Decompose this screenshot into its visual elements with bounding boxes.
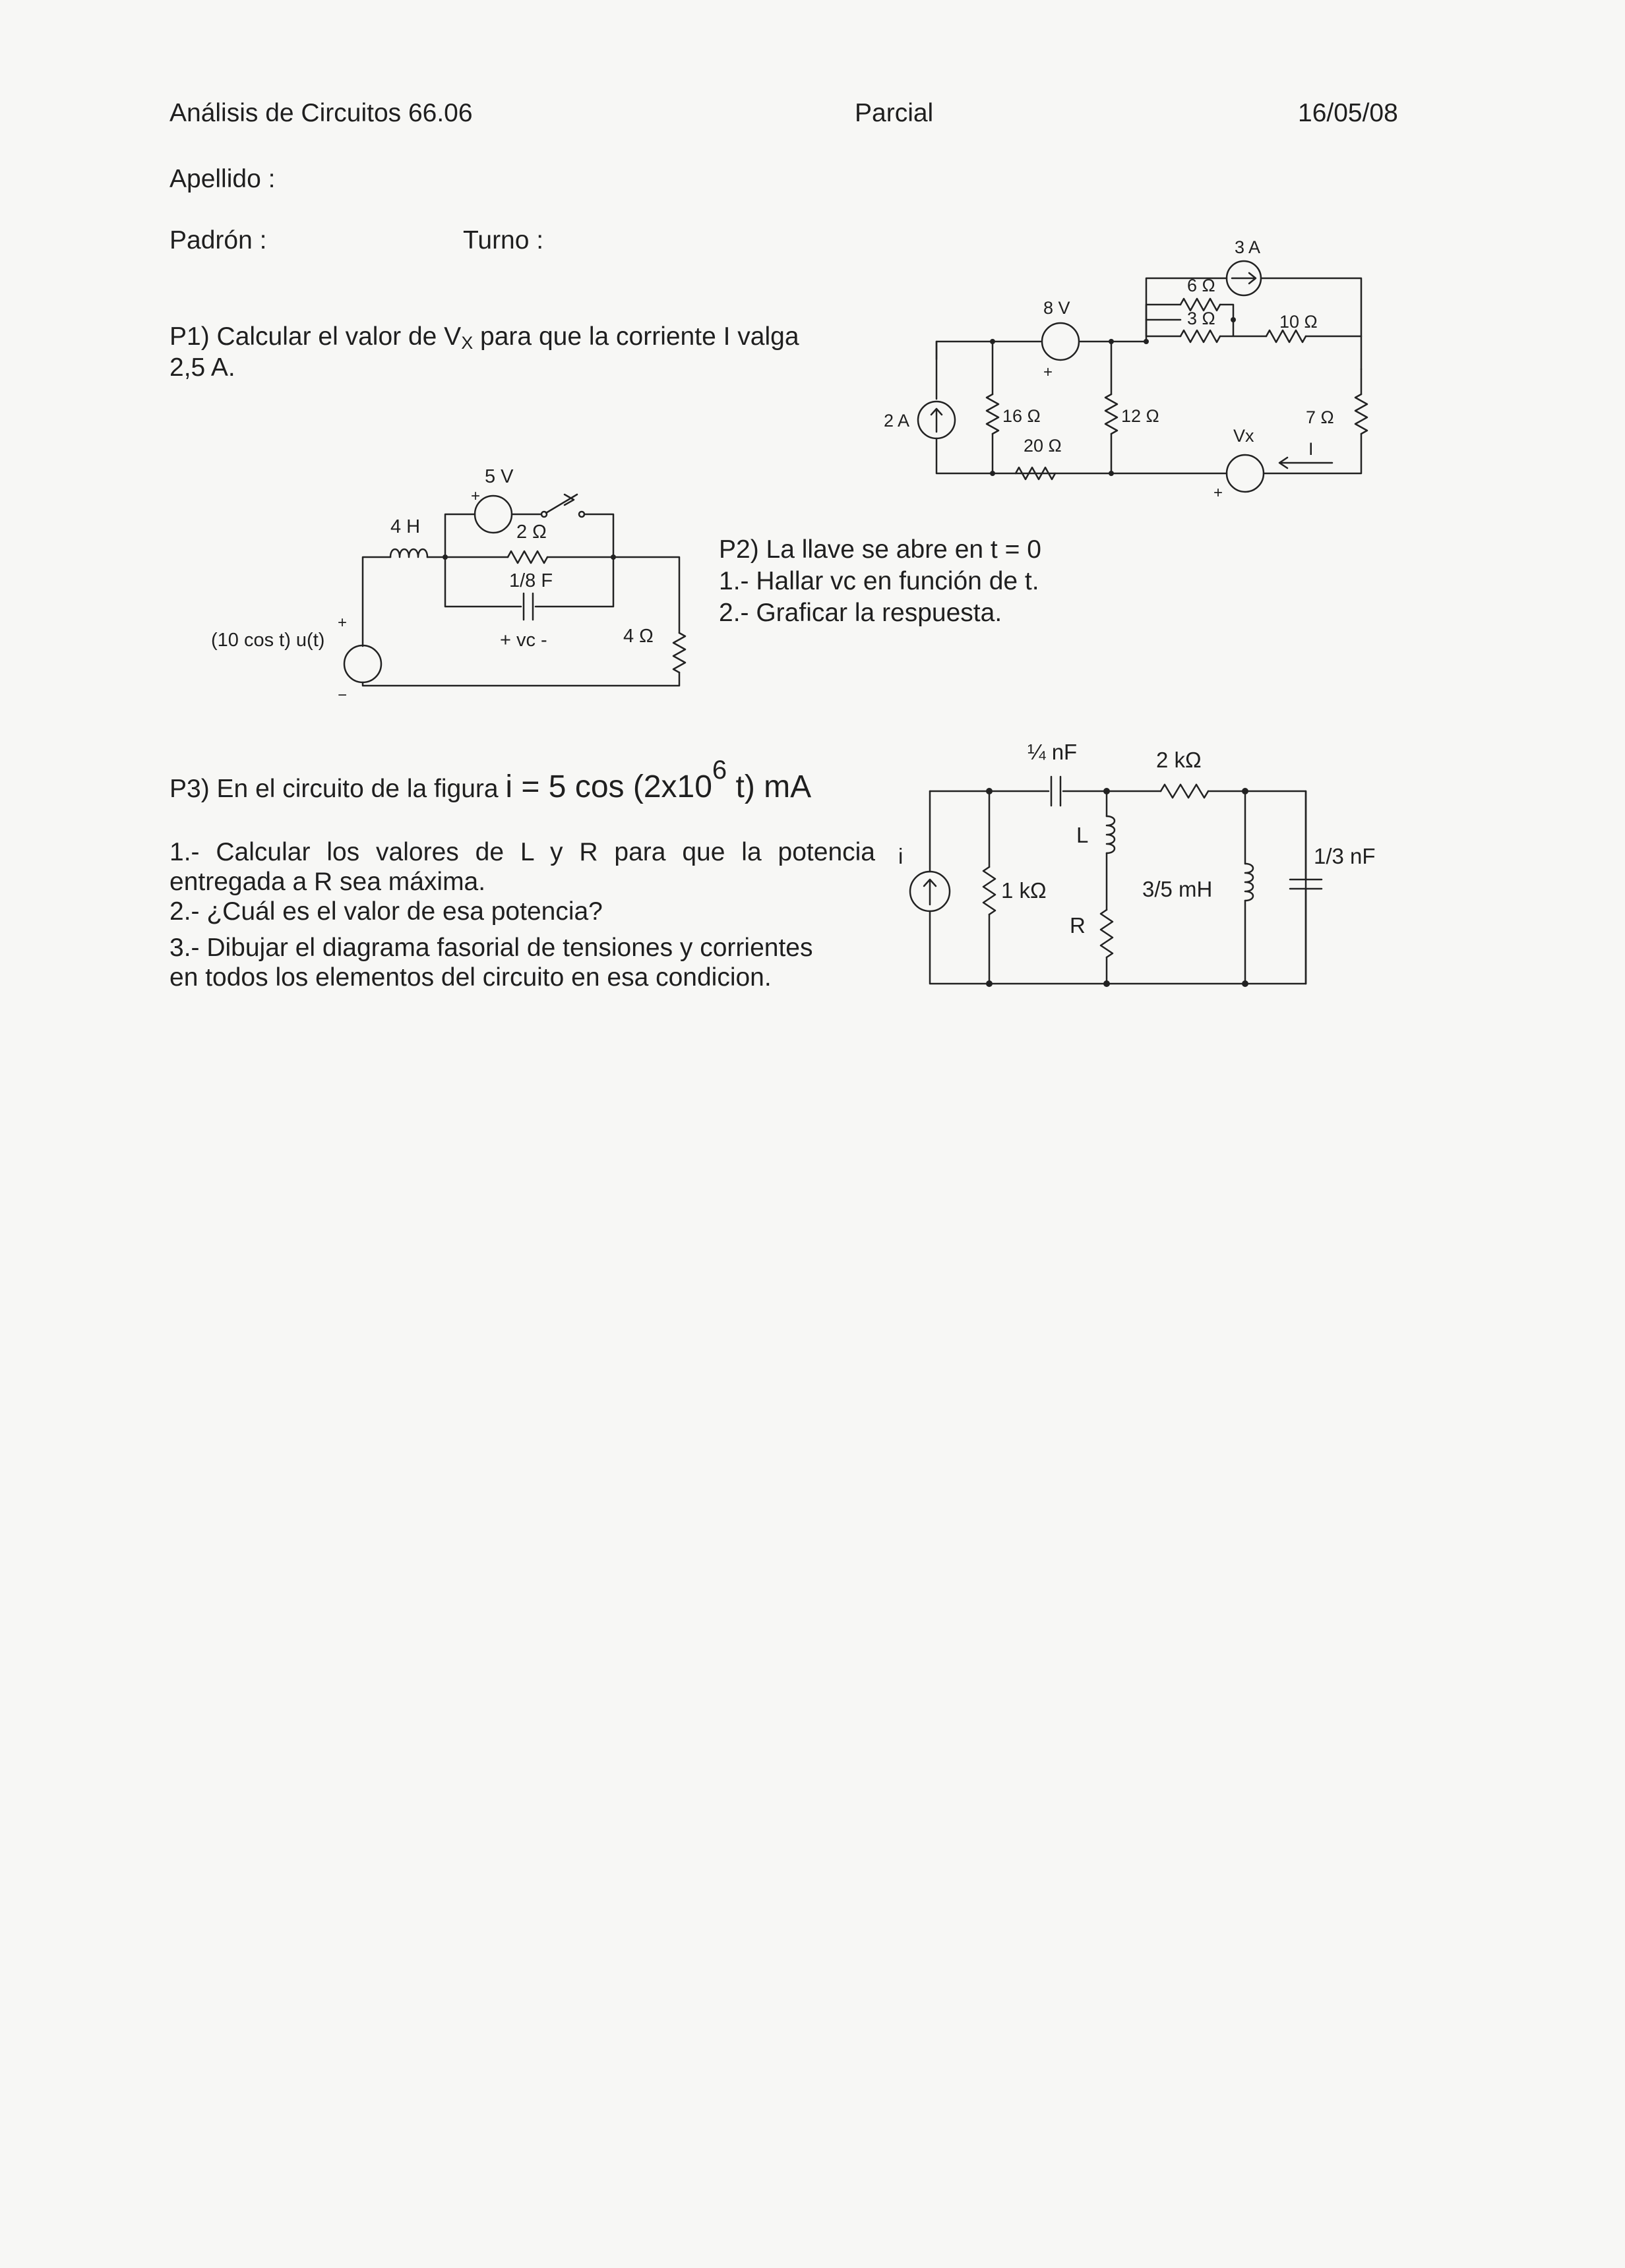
p2-label-2ohm: 2 Ω (516, 522, 547, 543)
p2-label-source: (10 cos t) u(t) (211, 630, 325, 651)
p3-exponent: 6 (712, 756, 727, 785)
p1-label-2a: 2 A (884, 411, 910, 431)
p2-source-plus: + (338, 614, 348, 632)
p2-circuit-diagram (198, 455, 719, 705)
p1-label-i: I (1308, 439, 1314, 459)
p1-source-8v-icon (1042, 323, 1079, 360)
p3-heading-prefix: P3) En el circuito de la figura (169, 775, 506, 803)
p2-inductor-4h-icon (390, 549, 427, 557)
p1-circuit-diagram (871, 231, 1332, 514)
p2-resistor-2-icon (508, 551, 547, 563)
p1-label-12ohm: 12 Ω (1121, 406, 1159, 426)
exam-date: 16/05/08 (1298, 99, 1398, 127)
p1-label-3ohm: 3 Ω (1187, 309, 1215, 328)
p2-resistor-4-icon (673, 633, 685, 672)
p1-resistor-7-icon (1355, 394, 1367, 434)
padron-label: Padrón : (169, 226, 267, 254)
p1-8v-plus: + (1043, 363, 1053, 381)
p1-current-arrow-icon (1279, 458, 1332, 468)
p1-label-8v: 8 V (1043, 298, 1070, 318)
p1-label-7ohm: 7 Ω (1306, 407, 1334, 427)
p1-statement-part-b: para que la corriente I valga (473, 322, 799, 351)
p1-resistor-16-icon (987, 394, 998, 434)
p2-source-icon (344, 645, 381, 682)
p2-5v-plus: + (471, 487, 481, 505)
p1-resistor-20-icon (1016, 467, 1055, 479)
p3-capacitor-quarter-icon (1051, 777, 1060, 806)
p3-label-l: L (1076, 823, 1089, 847)
p3-label-r: R (1070, 913, 1086, 938)
p3-label-cap-quarter: ¼ nF (1027, 740, 1078, 764)
p3-label-cap-third: 1/3 nF (1314, 844, 1376, 868)
p3-inductor-35mh-icon (1245, 864, 1253, 901)
p3-item3-line1: 3.- Dibujar el diagrama fasorial de tensiones y corrientes (169, 934, 813, 962)
p1-source-3a-icon (1227, 261, 1261, 295)
p2-label-4h: 4 H (390, 516, 421, 537)
p1-label-10ohm: 10 Ω (1279, 312, 1318, 332)
p3-item1-line2: entregada a R sea máxima. (169, 868, 486, 896)
p2-line3: 2.- Graficar la respuesta. (719, 599, 1002, 627)
p3-item1-line1: 1.- Calcular los valores de L y R para que la potencia (169, 838, 875, 866)
p3-label-2k: 2 kΩ (1156, 748, 1202, 772)
p1-label-16ohm: 16 Ω (1002, 406, 1041, 426)
p3-label-1k: 1 kΩ (1001, 878, 1047, 903)
p2-line1: P2) La llave se abre en t = 0 (719, 535, 1041, 564)
p1-resistor-10-icon (1266, 330, 1306, 342)
p1-label-6ohm: 6 Ω (1187, 276, 1215, 295)
p3-resistor-1k-icon (983, 867, 995, 914)
p3-current-equation: i = 5 cos (2x10 (505, 769, 712, 804)
p3-circuit-diagram (897, 732, 1385, 1022)
p1-statement-line1 (169, 322, 799, 353)
p1-resistor-12-icon (1105, 394, 1117, 434)
p2-line2: 1.- Hallar vc en función de t. (719, 567, 1039, 595)
p1-vx-subscript: X (461, 333, 474, 353)
p3-resistor-r-icon (1101, 910, 1113, 957)
p2-label-5v: 5 V (485, 466, 514, 487)
p3-item3-line2: en todos los elementos del circuito en esa condicion. (169, 963, 772, 992)
exam-type: Parcial (855, 99, 934, 127)
p3-inductor-l-icon (1107, 816, 1115, 853)
p3-label-35mh: 3/5 mH (1142, 877, 1213, 901)
p1-source-2a-icon (918, 402, 955, 438)
p3-heading (169, 756, 812, 804)
p2-capacitor-icon (524, 593, 533, 620)
p2-label-vc: + vc - (500, 630, 547, 651)
p1-source-vx-icon (1227, 455, 1264, 492)
p1-label-20ohm: 20 Ω (1024, 436, 1062, 456)
p2-label-4ohm: 4 Ω (623, 626, 654, 647)
p2-label-cap: 1/8 F (509, 570, 553, 591)
course-title: Análisis de Circuitos 66.06 (169, 99, 473, 127)
p1-statement-part-a: P1) Calcular el valor de V (169, 322, 462, 351)
p3-current-source-icon (910, 872, 950, 911)
turno-label: Turno : (463, 226, 544, 254)
p2-source-5v-icon (475, 496, 512, 533)
p3-label-i: i (898, 844, 904, 868)
p3-resistor-2k-icon (1161, 785, 1208, 798)
p1-label-vx: Vx (1233, 426, 1254, 446)
p2-switch-icon (541, 494, 584, 517)
p3-equation-end: t) mA (727, 769, 812, 804)
p2-source-minus: − (338, 686, 348, 704)
apellido-label: Apellido : (169, 165, 276, 193)
p1-vx-plus: + (1213, 484, 1223, 502)
p1-label-3a: 3 A (1235, 237, 1261, 257)
p3-item2: 2.- ¿Cuál es el valor de esa potencia? (169, 897, 603, 926)
p1-statement-line2: 2,5 A. (169, 353, 235, 382)
p1-resistor-3-icon (1180, 330, 1220, 342)
